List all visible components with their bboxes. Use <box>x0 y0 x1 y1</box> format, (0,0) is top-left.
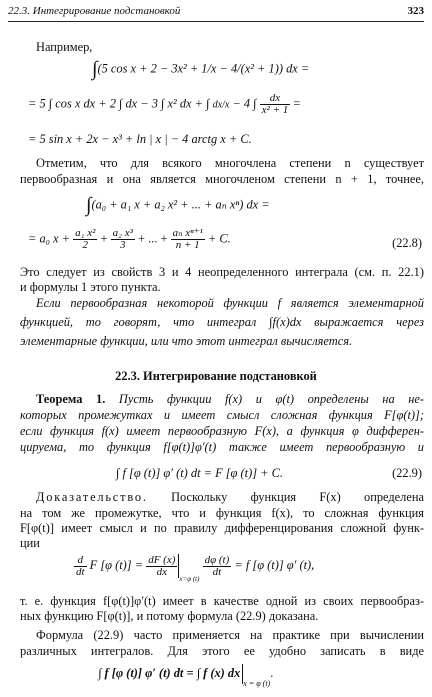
theorem-line-1-text: Пусть функции f(x) и φ(t) определены на не- <box>118 392 424 406</box>
eq-poly2-frac1-den: 2 <box>82 239 89 251</box>
equation-derivative <box>74 554 314 583</box>
theorem-line-2: которых промежутках и имеет смысл сложная функция F[φ(t)]; <box>20 408 424 422</box>
equation-final <box>98 664 273 688</box>
eq-poly2-frac1-num: a₁ x² <box>75 227 96 239</box>
equation-theorem: ∫ f [φ (t)] φ′ (t) dt = F [φ (t)] + C. <box>116 466 283 480</box>
eq-deriv-frac2-den: dt <box>212 565 222 578</box>
equation-example-line1: ∫(5 cos x + 2 − 3x² + 1/x − 4/(x² + 1)) dx = <box>92 58 310 80</box>
eq-poly2-end: + C. <box>207 231 231 246</box>
eq-deriv-d-num: d <box>74 555 87 567</box>
eq-poly2-dots: + ... + <box>138 231 168 246</box>
eq-poly1-text: (a₀ + a₁ x + a₂ x² + ... + aₙ xⁿ) dx = <box>91 197 270 212</box>
eq-deriv-end: = f [φ (t)] φ′ (t), <box>234 557 315 572</box>
theorem-line-3: если функция f(x) имеет первообразную F(x), а функция φ дифферен- <box>20 424 424 438</box>
equation-number-22-8: (22.8) <box>392 236 422 250</box>
page-number: 323 <box>407 5 424 17</box>
eq-poly2-frac3-den: n + 1 <box>175 239 200 251</box>
eq2-fraction-den: x² + 1 <box>261 104 289 116</box>
proof-line-1-text: Поскольку функция F(x) определена <box>171 490 424 504</box>
eq-deriv-frac1 <box>146 555 177 578</box>
paragraph-3-line-2: ных функцию F[φ(t)], и потому формула (22.9) доказана. <box>20 609 319 623</box>
section-title: 22.3. Интегрирование подстановкой <box>115 369 317 383</box>
eq2-part-b: dx/x <box>212 99 230 111</box>
proof-label: Доказательство. <box>36 490 148 504</box>
eq-deriv-sub: x=φ (t) <box>179 574 200 583</box>
example-label: Например, <box>36 40 93 54</box>
theorem-line-1 <box>36 392 424 406</box>
theorem-label: Теорема 1. <box>36 392 106 406</box>
equation-number-22-9: (22.9) <box>392 466 422 480</box>
eq2-part-e: = <box>293 96 301 111</box>
theorem-line-4: цируема, то функция f[φ(t)]φ′(t) также имеет первообразную и <box>20 440 424 454</box>
running-header-title: 22.3. Интегрирование подстановкой <box>8 5 181 17</box>
eq2-fraction <box>260 93 291 116</box>
eq-poly2-frac1 <box>73 228 97 251</box>
eq-poly2-frac3 <box>171 228 205 251</box>
proof-line-2: на том же промежутке, что и функция f(x), то сложная функция <box>20 506 424 520</box>
paragraph-4-line-1: Формула (22.9) часто применяется на практике при вычислении <box>36 628 424 642</box>
eq2-part-a: = 5 ∫ cos x dx + 2 ∫ dx − 3 ∫ x² dx + ∫ <box>28 96 210 111</box>
remark-line-1: Если первообразная некоторой функции f является элементарной <box>36 296 424 310</box>
paragraph-2-line-2: и формулы 1 этого пункта. <box>20 280 161 294</box>
eq-poly2-a: = a₀ x + <box>28 231 71 246</box>
paragraph-3-line-1: т. е. функция f[φ(t)]φ′(t) имеет в качестве одной из своих первообраз- <box>20 594 424 608</box>
proof-line-1 <box>36 490 424 504</box>
paragraph-1-line-2: первообразная и она является многочленом степени n + 1, точнее, <box>20 172 424 186</box>
eq-deriv-frac2-num: dφ (t) <box>204 553 230 566</box>
eq2-fraction-num: dx <box>260 93 291 105</box>
running-header <box>8 5 424 22</box>
eq-deriv-d <box>74 555 87 578</box>
eq-poly2-frac2 <box>111 228 135 251</box>
eq-deriv-a: F [φ (t)] = <box>89 557 144 572</box>
eq-poly2-frac2-num: a₂ x³ <box>112 227 133 239</box>
remark-line-2: функцией, то говорят, что интеграл ∫f(x)dx выражается через <box>20 315 424 329</box>
paragraph-2-line-1: Это следует из свойств 3 и 4 неопределенного интеграла (см. п. 22.1) <box>20 265 424 279</box>
paragraph-4-line-2: различных интегралов. Для этого ее удобно записать в виде <box>20 644 424 658</box>
equation-example-line3: = 5 sin x + 2x − x³ + ln | x | − 4 arctg x + C. <box>28 132 252 146</box>
eq-final-end: . <box>270 665 274 680</box>
eq-poly2-frac2-den: 3 <box>120 239 126 251</box>
eq-final-a: ∫ f [φ (t)] φ′ (t) dt = ∫ f (x) dx <box>98 665 241 680</box>
equation-polynomial-line1: ∫(a₀ + a₁ x + a₂ x² + ... + aₙ xⁿ) dx = <box>86 194 270 216</box>
eq-final-sub: x = φ (t) <box>243 678 271 688</box>
eq-deriv-frac2 <box>203 555 232 578</box>
eq-poly2-frac3-num: aₙ xⁿ⁺¹ <box>172 227 203 239</box>
equation-polynomial-line2: = a₀ x + $\frac{\text{a₁ x²}}{2}$ + $\frac{\text{a₂ x³}}{3}$ + ... + $\frac{\text{aₙ xⁿ⁺¹}}{n + 1}$ + C. <box>28 227 231 251</box>
remark-line-3: элементарные функции, или что этот интеграл вычисляется. <box>20 334 353 348</box>
eq-deriv-d-den: dt <box>76 565 85 578</box>
eq2-part-c: − 4 ∫ <box>232 96 257 111</box>
equation-example-line2 <box>28 93 300 116</box>
proof-line-4: ции <box>20 536 40 550</box>
eq-deriv-frac1-num: dF (x) <box>148 553 176 566</box>
proof-line-3: F[φ(t)] имеет смысл и по правилу дифференцирования сложной функ- <box>20 521 424 535</box>
paragraph-1-line-1: Отметим, что для всякого многочлена степени n существует <box>36 156 424 170</box>
equation-example-line1-text: (5 cos x + 2 − 3x² + 1/x − 4/(x² + 1)) dx = <box>97 61 310 76</box>
eq-deriv-frac1-den: dx <box>156 565 167 578</box>
